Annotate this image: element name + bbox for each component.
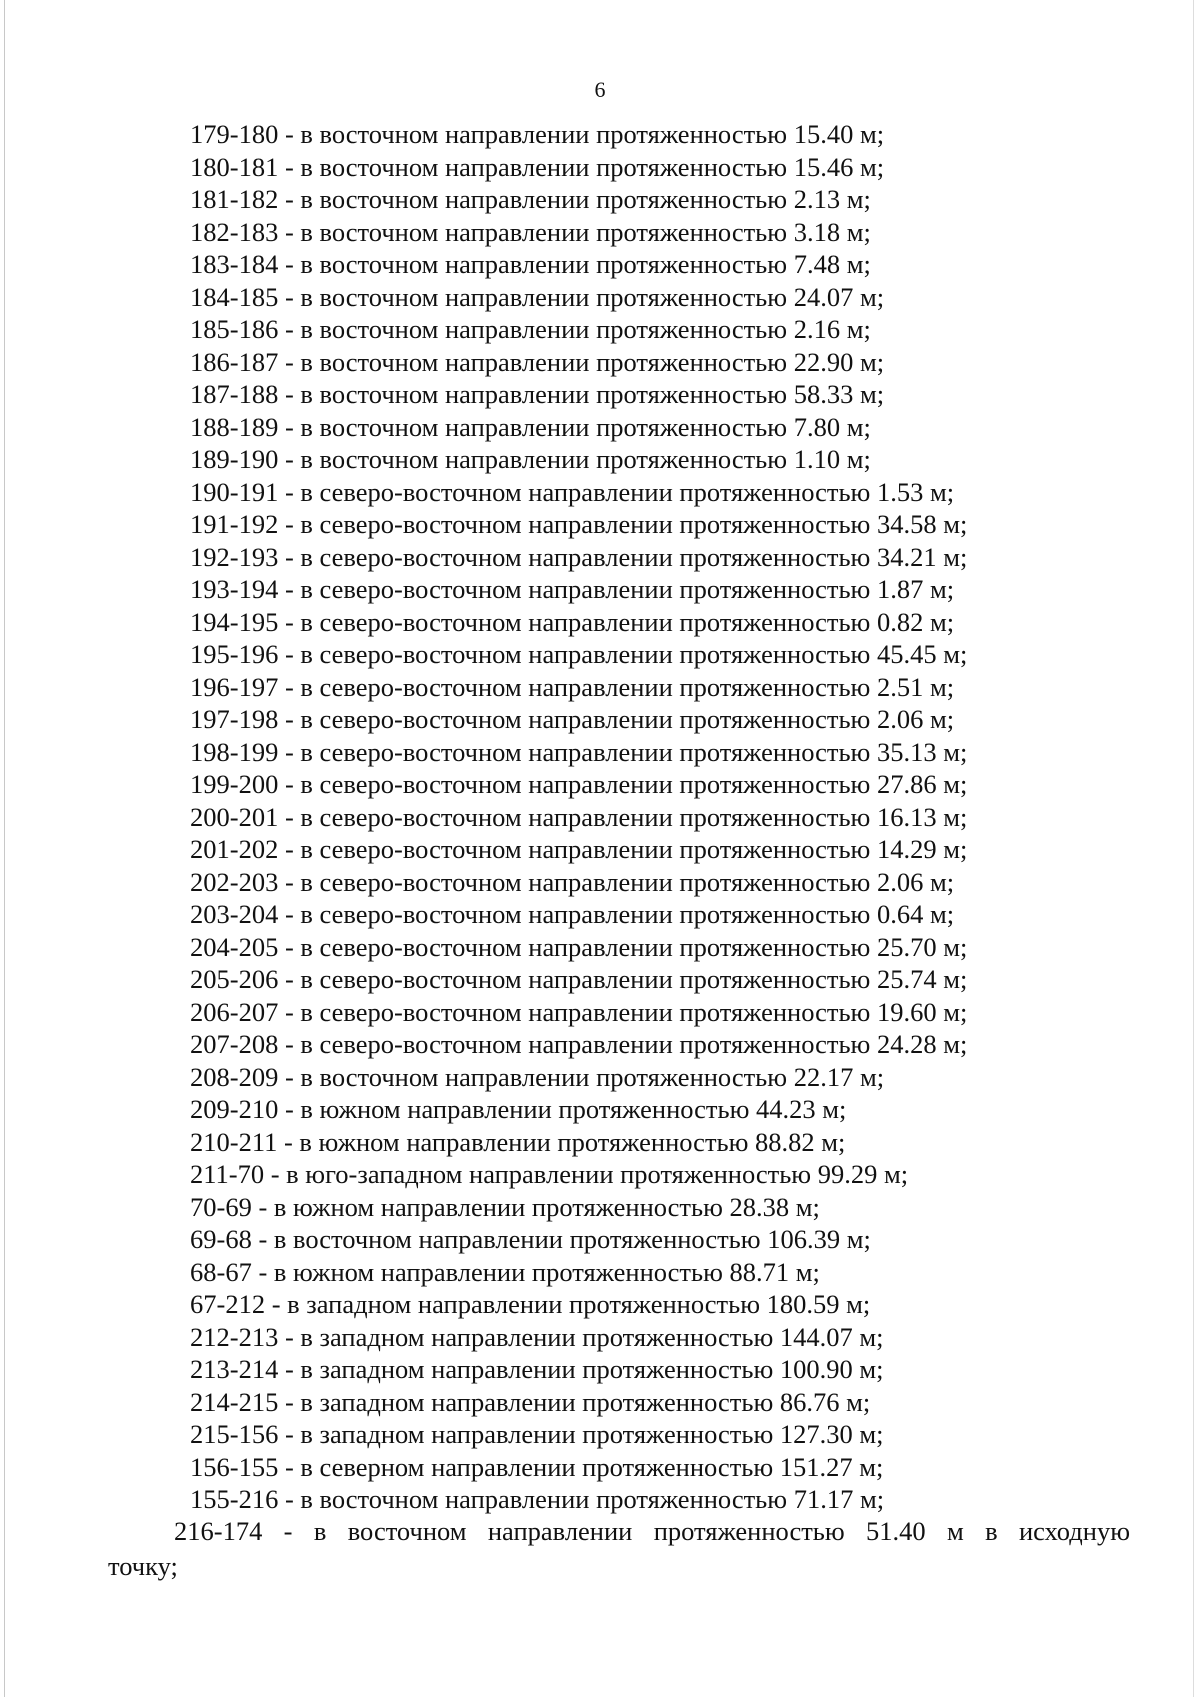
segment-line: 190-191 - в северо-восточном направлении протяженностью 1.53 м; [190,476,955,507]
segment-line: 213-214 - в западном направлении протяженностью 100.90 м; [190,1354,884,1384]
segment-line: 201-202 - в северо-восточном направлении протяженностью 14.29 м; [190,834,968,864]
segment-line: 195-196 - в северо-восточном направлении протяженностью 45.45 м; [190,639,968,669]
segment-line: 203-204 - в северо-восточном направлении протяженностью 0.64 м; [190,899,955,929]
segment-line: 204-205 - в северо-восточном направлении протяженностью 25.70 м; [190,931,968,962]
segment-line: 206-207 - в северо-восточном направлении протяженностью 19.60 м; [190,996,968,1027]
segment-line: 156-155 - в северном направлении протяженностью 151.27 м; [190,1451,884,1482]
segment-line: 185-186 - в восточном направлении протяженностью 2.16 м; [190,314,871,344]
segment-line: 207-208 - в северо-восточном направлении протяженностью 24.28 м; [190,1029,968,1059]
segment-line: 196-197 - в северо-восточном направлении протяженностью 2.51 м; [190,671,955,702]
segment-line: 199-200 - в северо-восточном направлении протяженностью 27.86 м; [190,769,968,799]
segment-line: 215-156 - в западном направлении протяженностью 127.30 м; [190,1419,884,1449]
final-segment-continuation: точку; [108,1551,178,1581]
segment-line: 191-192 - в северо-восточном направлении протяженностью 34.58 м; [190,509,968,539]
segment-line: 194-195 - в северо-восточном направлении протяженностью 0.82 м; [190,606,955,637]
segment-line: 209-210 - в южном направлении протяженностью 44.23 м; [190,1094,847,1124]
segment-line: 155-216 - в восточном направлении протяженностью 71.17 м; [190,1484,885,1514]
segment-line: 68-67 - в южном направлении протяженностью 88.71 м; [190,1256,820,1287]
segment-line: 198-199 - в северо-восточном направлении протяженностью 35.13 м; [190,736,968,767]
segment-line: 193-194 - в северо-восточном направлении протяженностью 1.87 м; [190,574,955,604]
segment-line: 205-206 - в северо-восточном направлении протяженностью 25.74 м; [190,964,968,994]
segment-line: 202-203 - в северо-восточном направлении протяженностью 2.06 м; [190,866,955,897]
segment-line: 211-70 - в юго-западном направлении протяженностью 99.29 м; [190,1159,909,1189]
segment-line: 186-187 - в восточном направлении протяженностью 22.90 м; [190,346,885,377]
segment-line: 182-183 - в восточном направлении протяженностью 3.18 м; [190,216,871,247]
segment-line: 212-213 - в западном направлении протяженностью 144.07 м; [190,1321,884,1352]
final-segment-line: 216-174 - в восточном направлении протяженностью 51.40 м в исходную [174,1516,1130,1546]
segment-line: 192-193 - в северо-восточном направлении протяженностью 34.21 м; [190,541,968,572]
segment-line: 188-189 - в восточном направлении протяженностью 7.80 м; [190,411,871,442]
segment-line: 210-211 - в южном направлении протяженностью 88.82 м; [190,1126,846,1157]
segment-line: 208-209 - в восточном направлении протяженностью 22.17 м; [190,1061,885,1092]
segment-line: 214-215 - в западном направлении протяженностью 86.76 м; [190,1386,871,1417]
segment-line: 200-201 - в северо-восточном направлении протяженностью 16.13 м; [190,801,968,832]
segment-line: 184-185 - в восточном направлении протяженностью 24.07 м; [190,281,885,312]
segment-line: 187-188 - в восточном направлении протяженностью 58.33 м; [190,379,885,409]
segment-line: 180-181 - в восточном направлении протяженностью 15.46 м; [190,151,885,182]
segment-line: 69-68 - в восточном направлении протяженностью 106.39 м; [190,1224,871,1254]
segment-line: 197-198 - в северо-восточном направлении протяженностью 2.06 м; [190,704,955,734]
segment-line: 67-212 - в западном направлении протяженностью 180.59 м; [190,1289,871,1319]
page-number: 6 [594,77,606,102]
segment-line: 70-69 - в южном направлении протяженностью 28.38 м; [190,1191,820,1222]
boundary-segment-list [190,118,1110,1516]
scan-right-edge [1193,0,1194,1697]
segment-line: 179-180 - в восточном направлении протяженностью 15.40 м; [190,119,885,149]
scan-left-edge [4,0,5,1697]
segment-line: 181-182 - в восточном направлении протяженностью 2.13 м; [190,184,871,214]
segment-line: 183-184 - в восточном направлении протяженностью 7.48 м; [190,249,871,279]
segment-line: 189-190 - в восточном направлении протяженностью 1.10 м; [190,444,871,474]
